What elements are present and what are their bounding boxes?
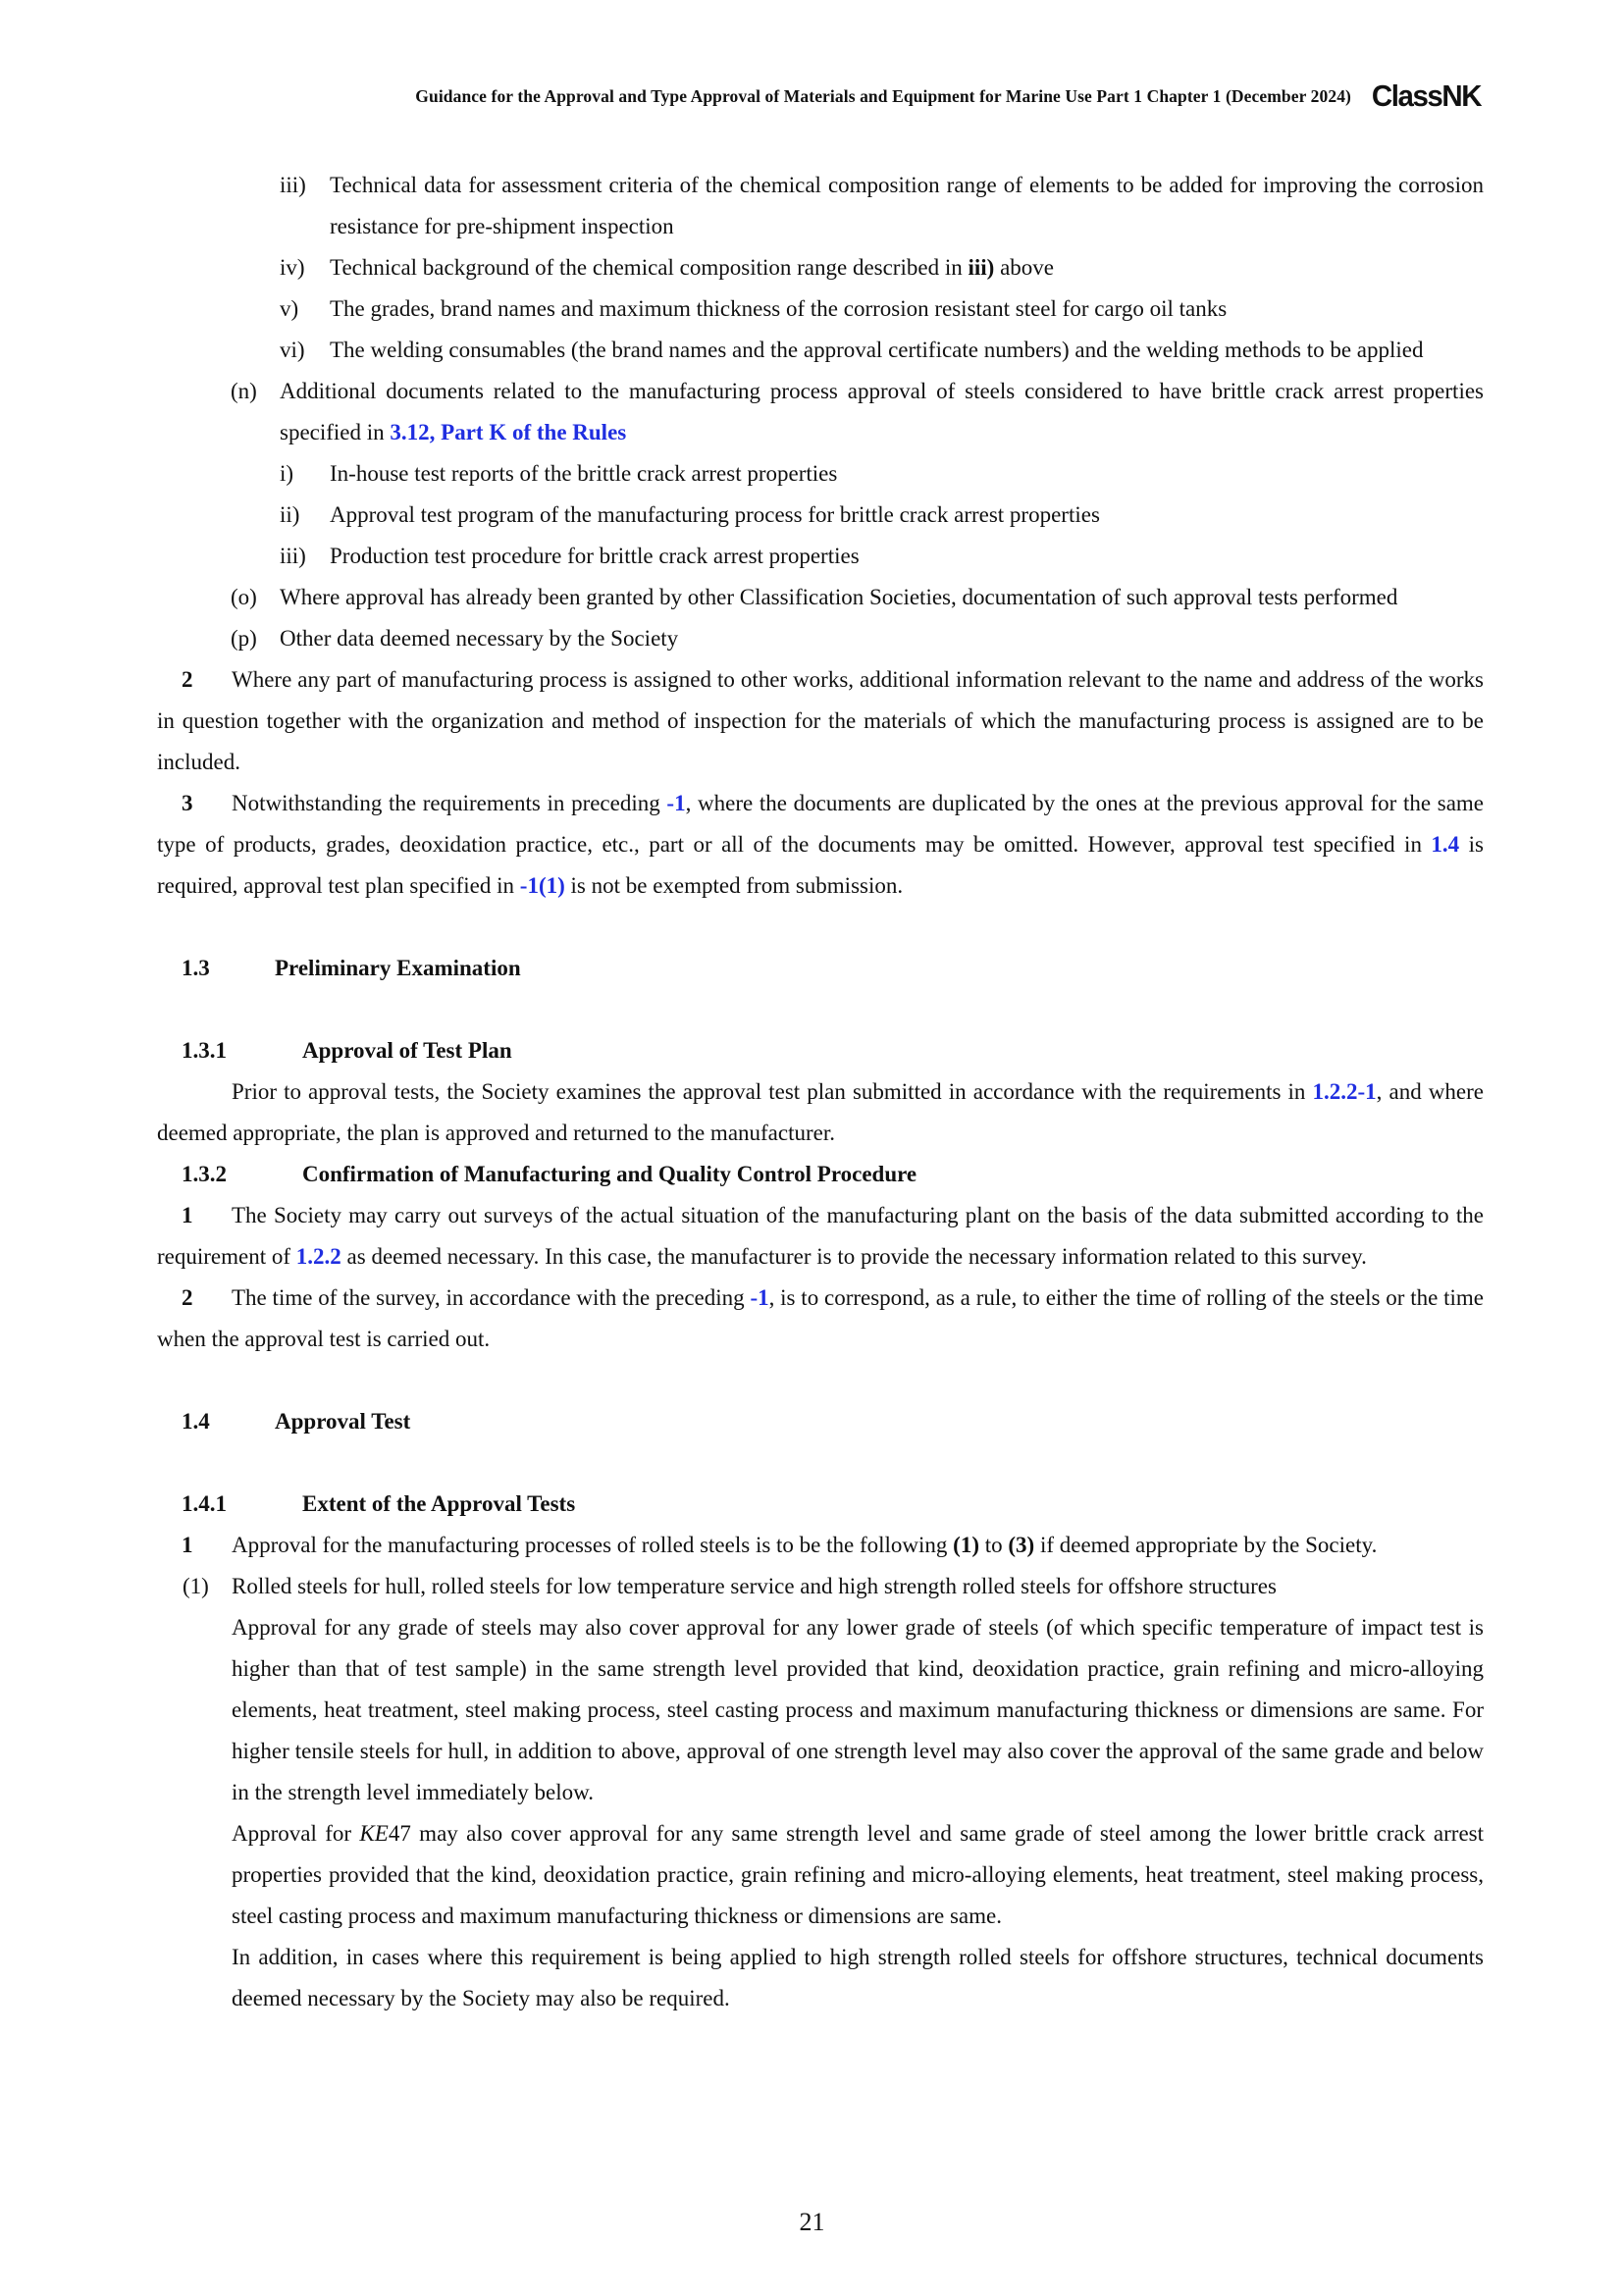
section-heading-1-3-2: 1.3.2 Confirmation of Manufacturing and Quality Control Procedure — [182, 1162, 917, 1186]
paragraph-3: 3 Notwithstanding the requirements in preceding -1, where the documents are duplicated by the ones at the previous approval for the same type of products, grades, deoxidation practice, etc., part or all of the documents may be omitted. However, approval test specified in 1.4 is required, approval test plan specified in -1(1) is not be exempted from submission. — [157, 791, 1485, 898]
link-minus-1-b[interactable]: -1 — [750, 1285, 769, 1310]
paragraph-1-4-1-1-b: Approval for KE47 may also cover approval for any same strength level and same grade of steel among the lower brittle crack arrest properties provided that the kind, deoxidation practice, grain refining and micro-alloying elements, heat treatment, steel making process, steel casting process and maximum manufacturing thickness or dimensions are same. — [232, 1821, 1485, 1928]
document-title: Guidance for the Approval and Type Approval of Materials and Equipment for Marine Use Part 1 Chapter 1 (December 2024) — [415, 85, 1351, 106]
paragraph-2: 2 Where any part of manufacturing process is assigned to other works, additional information relevant to the name and address of the works in question together with the organization and method of inspection for the materials of which the manufacturing process is assigned are to be included. — [157, 667, 1484, 774]
section-heading-1-3-1: 1.3.1 Approval of Test Plan — [182, 1038, 512, 1063]
classnk-logo: ClassNK — [1371, 78, 1482, 113]
link-1-4[interactable]: 1.4 — [1431, 832, 1460, 857]
list-item-m-vi: vi) The welding consumables (the brand names and the approval certificate numbers) and the welding methods to be applied — [280, 338, 1424, 362]
section-heading-1-4: 1.4 Approval Test — [182, 1409, 411, 1434]
link-1-2-2-1[interactable]: 1.2.2-1 — [1312, 1079, 1377, 1104]
link-minus-1[interactable]: -1 — [666, 791, 686, 815]
list-item-p: (p) Other data deemed necessary by the Society — [231, 626, 679, 651]
list-item-m-iv: iv) Technical background of the chemical composition range described in iii) above — [280, 255, 1054, 280]
list-item-n-iii: iii) Production test procedure for brittle crack arrest properties — [280, 544, 860, 568]
paragraph-1-4-1-1-a: Approval for any grade of steels may also cover approval for any lower grade of steels (of which specific temperature of impact test is higher than that of test sample) in the same strength level provided that kind, deoxidation practice, grain refining and micro-alloying elements, heat treatment, steel making process, steel casting process and maximum manufacturing thickness or dimensions are same. For higher tensile steels for hull, in addition to above, approval of one strength level may also cover the approval of the same grade and below in the strength level immediately below. — [232, 1615, 1484, 1804]
list-item-1-4-1-1: (1) Rolled steels for hull, rolled steels for low temperature service and high strength rolled steels for offshore structures — [183, 1574, 1277, 1598]
page-header — [218, 77, 1484, 116]
list-item-n-i: i) In-house test reports of the brittle crack arrest properties — [280, 461, 838, 486]
link-3-12-part-k[interactable]: 3.12, Part K of the Rules — [390, 420, 627, 444]
list-item-n-ii: ii) Approval test program of the manufacturing process for brittle crack arrest properties — [280, 502, 1100, 527]
list-item-m-iii: iii) Technical data for assessment criteria of the chemical composition range of elements to be added for improving the corrosion resistance for pre-shipment inspection — [280, 173, 1484, 238]
document-body — [157, 165, 1484, 2019]
list-item-m-v: v) The grades, brand names and maximum thickness of the corrosion resistant steel for cargo oil tanks — [280, 296, 1228, 321]
page-number: 21 — [799, 2208, 825, 2236]
list-item-n: (n) Additional documents related to the manufacturing process approval of steels considered to have brittle crack arrest properties specified in 3.12, Part K of the Rules — [231, 379, 1484, 444]
link-1-2-2[interactable]: 1.2.2 — [295, 1244, 341, 1269]
paragraph-1-4-1-1-c: In addition, in cases where this requirement is being applied to high strength rolled steels for offshore structures, technical documents deemed necessary by the Society may also be required. — [232, 1945, 1484, 2010]
ref-iii: iii) — [968, 255, 995, 280]
paragraph-1-4-1-1: 1 Approval for the manufacturing processes of rolled steels is to be the following (1) to (3) if deemed appropriate by the Society. — [182, 1533, 1378, 1557]
paragraph-1-3-2-2: 2 The time of the survey, in accordance with the preceding -1, is to correspond, as a rule, to either the time of rolling of the steels or the time when the approval test is carried out. — [157, 1285, 1485, 1351]
section-heading-1-3: 1.3 Preliminary Examination — [182, 956, 521, 980]
paragraph-1-3-2-1: 1 The Society may carry out surveys of the actual situation of the manufacturing plant on the basis of the data submitted according to the requirement of 1.2.2 as deemed necessary. In this case, the manufacturer is to provide the necessary information related to this survey. — [157, 1203, 1484, 1269]
link-minus-1-1[interactable]: -1(1) — [519, 873, 565, 898]
list-item-o: (o) Where approval has already been granted by other Classification Societies, documentation of such approval tests performed — [231, 585, 1398, 609]
paragraph-1-3-1: Prior to approval tests, the Society examines the approval test plan submitted in accordance with the requirements in 1.2.2-1, and where deemed appropriate, the plan is approved and returned to the manufacturer. — [157, 1079, 1484, 1145]
section-heading-1-4-1: 1.4.1 Extent of the Approval Tests — [182, 1491, 576, 1516]
